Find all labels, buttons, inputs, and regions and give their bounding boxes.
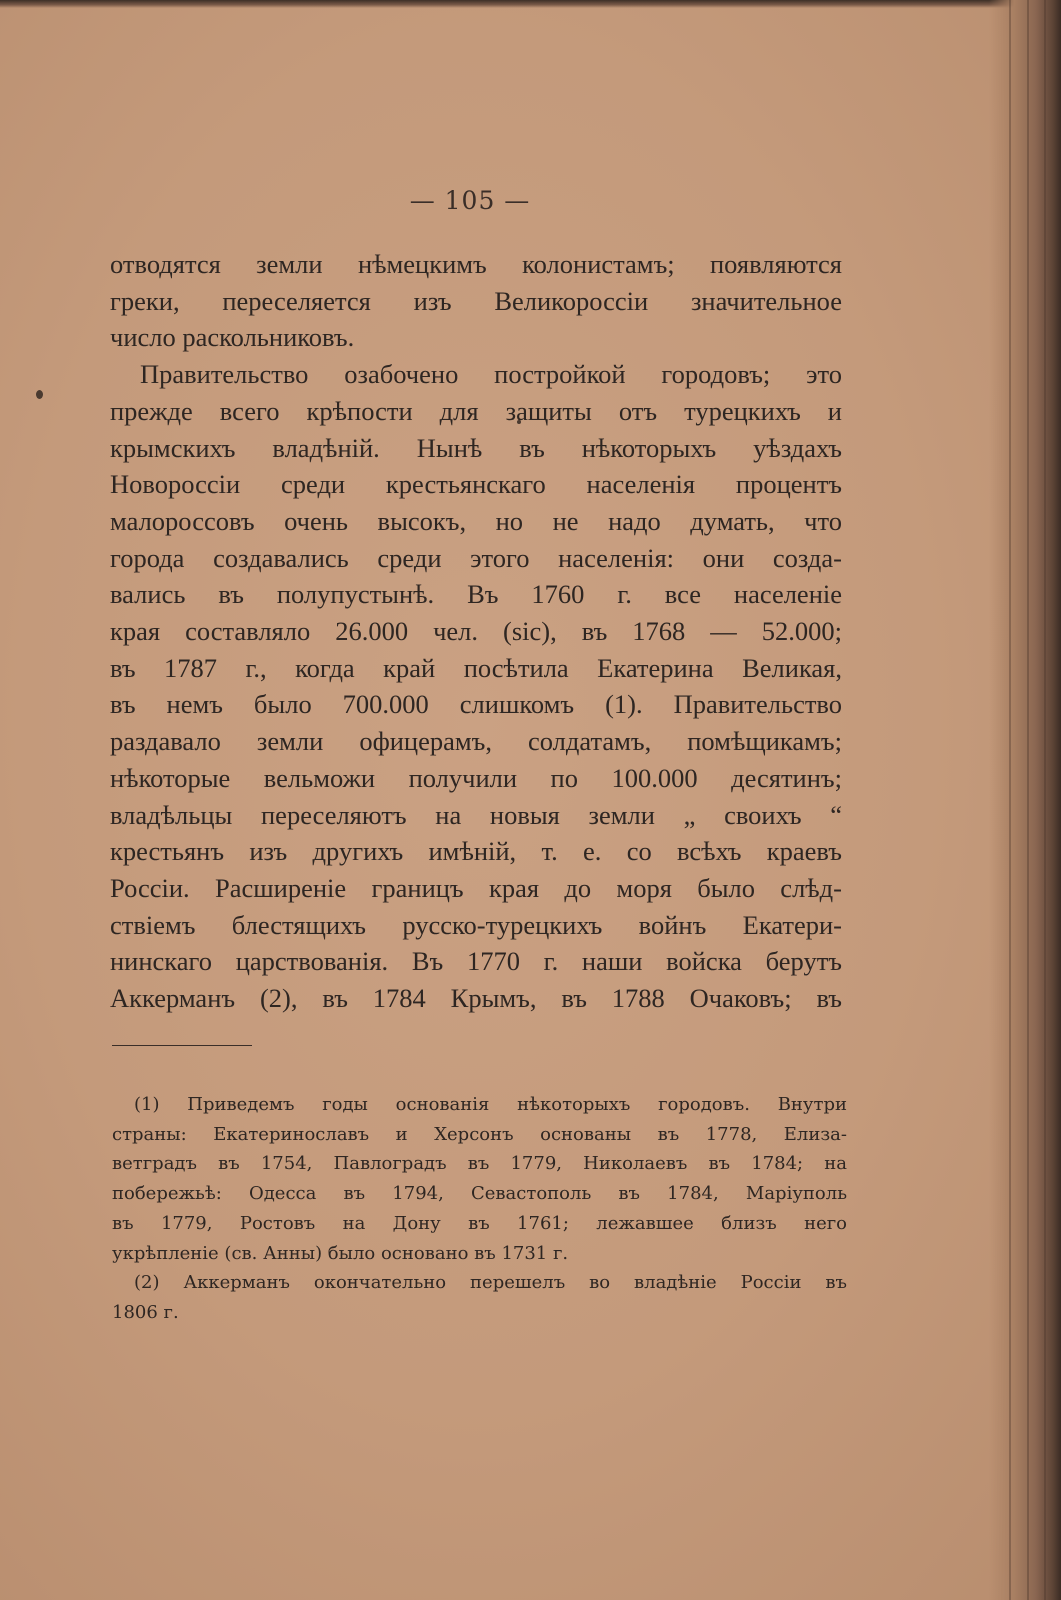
body-text-line: малороссовъ очень высокъ, но не надо думать, что — [110, 505, 842, 536]
body-text-line: число раскольниковъ. — [110, 322, 355, 353]
body-text-line: Россіи. Расширеніе границъ края до моря было слѣд- — [110, 872, 842, 903]
footnote-line: 1806 г. — [112, 1301, 179, 1323]
body-text-line: крымскихъ владѣній. Нынѣ въ нѣкоторыхъ уѣздахъ — [110, 432, 842, 463]
footnote-line: укрѣпленіе (св. Анны) было основано въ 1731 г. — [112, 1242, 569, 1264]
page-top-edge — [0, 0, 1061, 8]
page-number: — 105 — — [409, 186, 531, 215]
body-text-line: нинскаго царствованія. Въ 1770 г. наши войска берутъ — [110, 946, 842, 977]
body-text-line: Новороссіи среди крестьянскаго населенія процентъ — [110, 469, 842, 500]
footnote-line: побережьѣ: Одесса въ 1794, Севастополь въ 1784, Маріуполь — [112, 1183, 847, 1205]
body-text-line: владѣльцы переселяютъ на новыя земли „ своихъ “ — [110, 799, 842, 830]
footnote-line: ветградъ въ 1754, Павлоградъ въ 1779, Николаевъ въ 1784; на — [112, 1153, 847, 1175]
body-text-line: отводятся земли нѣмецкимъ колонистамъ; появляются — [110, 249, 842, 279]
body-text-line: въ 1787 г., когда край посѣтила Екатерина Великая, — [110, 652, 842, 683]
body-text-line: раздавало земли офицерамъ, солдатамъ, помѣщикамъ; — [110, 726, 842, 757]
body-text-line: Правительство озабочено постройкой городовъ; это — [140, 359, 842, 390]
footnote-line: въ 1779, Ростовъ на Дону въ 1761; лежавшее близъ него — [112, 1212, 847, 1234]
edge-line — [1009, 0, 1011, 1600]
body-text-line: прежде всего крѣпости для защиты отъ турецкихъ и — [110, 395, 842, 426]
ink-spot — [36, 390, 43, 399]
main-text — [110, 246, 842, 1017]
edge-line — [1027, 0, 1029, 1600]
body-text-line: вались въ полупустынѣ. Въ 1760 г. все населеніе — [110, 579, 842, 610]
footnote-separator — [112, 1045, 252, 1046]
footnotes — [112, 1090, 847, 1328]
body-text-line: крестьянъ изъ другихъ имѣній, т. е. со всѣхъ краевъ — [110, 836, 842, 867]
body-text-line: ствіемъ блестящихъ русско-турецкихъ войнъ Екатери- — [110, 909, 842, 940]
body-text-line: города создавались среди этого населенія: они созда- — [110, 542, 842, 573]
body-text-line: Аккерманъ (2), въ 1784 Крымъ, въ 1788 Очаковъ; въ — [110, 983, 842, 1014]
page-right-edge — [989, 0, 1061, 1600]
footnote-line: (1) Приведемъ годы основанія нѣкоторыхъ городовъ. Внутри — [134, 1094, 847, 1115]
footnote-line: страны: Екатеринославъ и Херсонъ основаны въ 1778, Елиза- — [112, 1123, 847, 1145]
footnote-line: (2) Аккерманъ окончательно перешелъ во владѣніе Россіи въ — [134, 1272, 847, 1294]
edge-line — [1044, 0, 1046, 1600]
body-text-line: въ немъ было 700.000 слишкомъ (1). Правительство — [110, 689, 842, 720]
body-text-line: греки, переселяется изъ Великороссіи значительное — [110, 285, 842, 316]
body-text-line: края составляло 26.000 чел. (sic), въ 1768 — 52.000; — [110, 616, 842, 647]
body-text-line: нѣкоторые вельможи получили по 100.000 десятинъ; — [110, 762, 842, 793]
